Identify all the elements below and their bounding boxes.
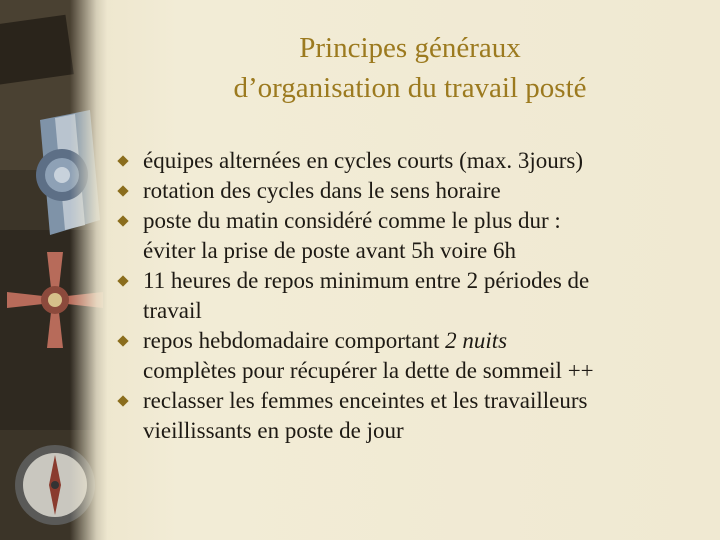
slide-title bbox=[110, 28, 710, 108]
decorative-medals-image bbox=[0, 0, 108, 540]
title-line-2: d’organisation du travail posté bbox=[233, 72, 587, 104]
list-item: repos hebdomadaire comportant 2 nuits complètes pour récupérer la dette de sommeil ++ bbox=[110, 326, 710, 386]
diamond-bullet-icon bbox=[117, 275, 128, 286]
list-item: équipes alternées en cycles courts (max. 3jours) bbox=[110, 146, 710, 176]
diamond-bullet-icon bbox=[117, 155, 128, 166]
diamond-bullet-icon bbox=[117, 335, 128, 346]
list-item: 11 heures de repos minimum entre 2 périodes de travail bbox=[110, 266, 710, 326]
diamond-bullet-icon bbox=[117, 215, 128, 226]
title-line-1: Principes généraux bbox=[299, 32, 521, 64]
medals-picture-icon bbox=[0, 0, 108, 540]
list-item: reclasser les femmes enceintes et les travailleurs vieillissants en poste de jour bbox=[110, 386, 710, 446]
diamond-bullet-icon bbox=[117, 395, 128, 406]
list-item: poste du matin considéré comme le plus dur : éviter la prise de poste avant 5h voire 6h bbox=[110, 206, 710, 266]
diamond-bullet-icon bbox=[117, 185, 128, 196]
emphasis-text: 2 nuits bbox=[445, 328, 508, 353]
bullet-list bbox=[110, 146, 710, 446]
list-item: rotation des cycles dans le sens horaire bbox=[110, 176, 710, 206]
